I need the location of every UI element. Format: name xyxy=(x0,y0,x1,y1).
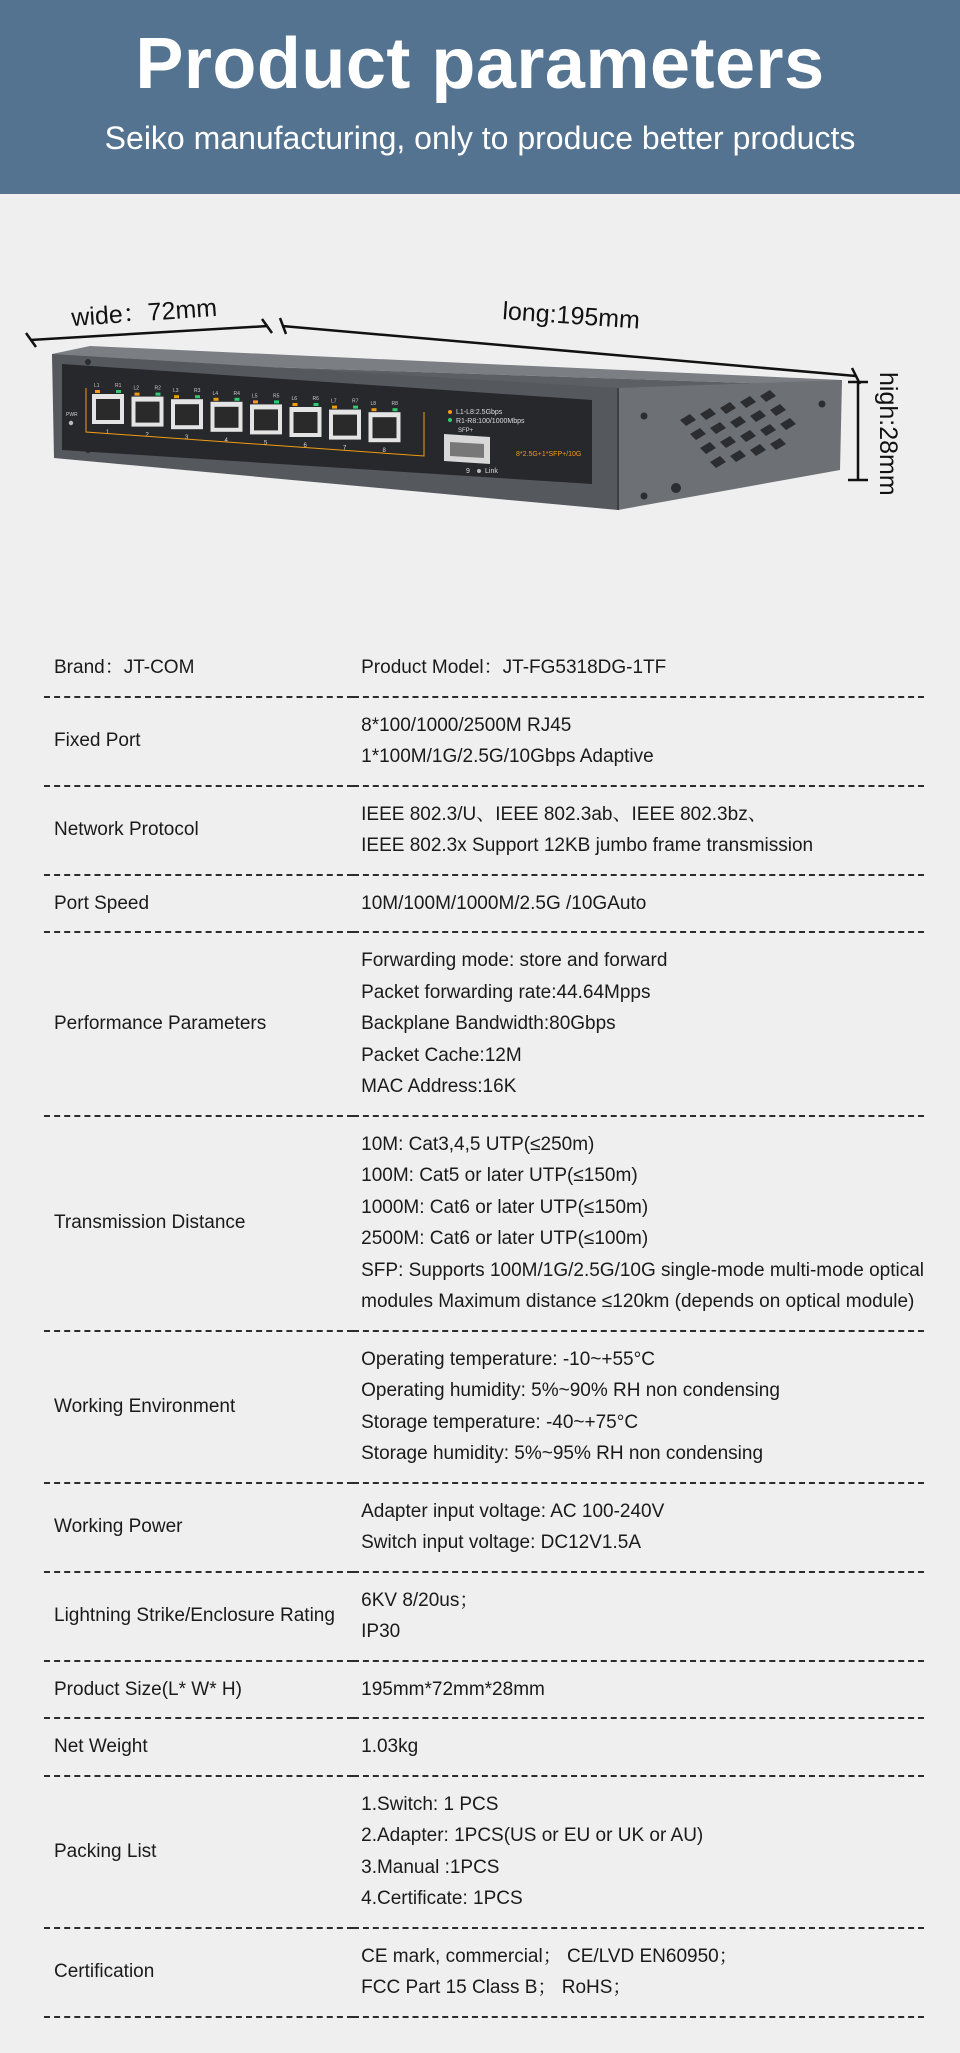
length-label: long:195mm xyxy=(501,297,641,335)
port-number: 4 xyxy=(224,437,228,444)
spec-row xyxy=(44,1331,924,1483)
port-led-label: R4 xyxy=(233,390,240,397)
spec-row xyxy=(44,1572,924,1661)
port-number: 8 xyxy=(382,448,386,455)
spec-value-line: CE mark, commercial； CE/LVD EN60950； xyxy=(361,1945,738,1967)
spec-row xyxy=(44,932,924,1116)
spec-value-line: Backplane Bandwidth:80Gbps xyxy=(361,1013,616,1034)
spec-label: Network Protocol xyxy=(44,786,353,875)
power-led xyxy=(69,421,73,425)
port-led-label: L5 xyxy=(252,393,258,400)
spec-value xyxy=(353,1331,924,1483)
spec-label: Certification xyxy=(44,1928,353,2017)
spec-value xyxy=(353,1661,924,1719)
spec-table xyxy=(44,640,924,2018)
spec-value-line: 10M: Cat3,4,5 UTP(≤250m) xyxy=(361,1133,595,1155)
spec-row xyxy=(44,1718,924,1776)
spec-label: Port Speed xyxy=(44,875,353,933)
spec-value-line: Packet Cache:12M xyxy=(361,1044,522,1066)
spec-row xyxy=(44,786,924,875)
spec-value-line: 195mm*72mm*28mm xyxy=(361,1678,545,1700)
port-led-label: R2 xyxy=(154,385,161,392)
port-number: 3 xyxy=(185,435,189,442)
spec-value-line: Operating humidity: 5%~90% RH non condensing xyxy=(361,1380,780,1401)
port-number: 2 xyxy=(145,432,149,439)
spec-value-line: 2500M: Cat6 or later UTP(≤100m) xyxy=(361,1228,649,1249)
spec-value xyxy=(353,875,924,933)
spec-value xyxy=(353,697,924,786)
spec-value-line: FCC Part 15 Class B； RoHS； xyxy=(361,1977,632,1998)
spec-value-line: 4.Certificate: 1PCS xyxy=(361,1888,523,1909)
header-banner xyxy=(0,0,960,194)
port-led-label: R6 xyxy=(312,396,319,402)
port-led-label: L1 xyxy=(94,383,100,389)
spec-value-line: 1.Switch: 1 PCS xyxy=(361,1793,499,1815)
spec-value-line: 8*100/1000/2500M RJ45 xyxy=(361,714,572,736)
spec-value-line: Storage humidity: 5%~95% RH non condensing xyxy=(361,1443,764,1464)
spec-value-line: Operating temperature: -10~+55°C xyxy=(361,1348,655,1370)
height-label: high:28mm xyxy=(874,372,902,496)
port-led-label: R5 xyxy=(273,393,280,400)
spec-value-line: Storage temperature: -40~+75°C xyxy=(361,1411,639,1433)
port-led-label: L6 xyxy=(291,396,298,402)
port-led-label: L8 xyxy=(370,401,377,408)
spec-row xyxy=(44,1928,924,2017)
product-image xyxy=(0,194,960,614)
spec-label: Brand：JT-COM xyxy=(44,640,353,697)
spec-label: Fixed Port xyxy=(44,697,353,786)
width-label: wide：72mm xyxy=(70,293,218,332)
port-number: 7 xyxy=(343,445,347,452)
spec-value-line: MAC Address:16K xyxy=(361,1076,517,1097)
spec-value-line: IP30 xyxy=(361,1621,401,1642)
spec-label: Performance Parameters xyxy=(44,932,353,1116)
spec-value-line: 2.Adapter: 1PCS(US or EU or UK or AU) xyxy=(361,1825,704,1846)
spec-row xyxy=(44,1116,924,1331)
spec-label: Lightning Strike/Enclosure Rating xyxy=(44,1572,353,1661)
spec-row xyxy=(44,1661,924,1719)
spec-row xyxy=(44,697,924,786)
page-title: Product parameters xyxy=(135,24,825,104)
port-led-label: L3 xyxy=(173,388,179,395)
spec-row xyxy=(44,640,924,697)
port-led-label: R1 xyxy=(115,383,122,389)
port-number: 1 xyxy=(106,430,110,436)
spec-value-line: 6KV 8/20us； xyxy=(361,1589,479,1611)
spec-value xyxy=(353,640,924,697)
port-led-label: R7 xyxy=(352,398,359,405)
port-led-label: R3 xyxy=(194,388,201,395)
spec-value xyxy=(353,932,924,1116)
spec-value-line: Product Model：JT-FG5318DG-1TF xyxy=(361,657,667,678)
spec-label: Working Environment xyxy=(44,1331,353,1483)
spec-row xyxy=(44,1483,924,1572)
spec-value-line: Forwarding mode: store and forward xyxy=(361,950,668,971)
port-led-label: L4 xyxy=(212,390,219,397)
port-led-label: R8 xyxy=(391,401,398,408)
spec-label: Transmission Distance xyxy=(44,1116,353,1331)
spec-value xyxy=(353,786,924,875)
spec-label: Working Power xyxy=(44,1483,353,1572)
pwr-label: PWR xyxy=(66,412,78,418)
spec-value-line: modules Maximum distance ≤120km (depends on optical module) xyxy=(361,1291,915,1312)
spec-value-line: Switch input voltage: DC12V1.5A xyxy=(361,1532,642,1553)
port-number: 6 xyxy=(303,443,307,449)
spec-value-line: Adapter input voltage: AC 100-240V xyxy=(361,1500,665,1522)
spec-row xyxy=(44,1776,924,1928)
spec-value-line: 1.03kg xyxy=(361,1736,419,1757)
spec-value-line: 10M/100M/1000M/2.5G /10GAuto xyxy=(361,892,647,914)
speed-badge: 8*2.5G+1*SFP+/10G xyxy=(516,451,582,458)
led-legend-1: L1-L8:2.5Gbps xyxy=(456,409,503,416)
port-led-label: L7 xyxy=(331,398,337,405)
spec-value-line: 100M: Cat5 or later UTP(≤150m) xyxy=(361,1165,638,1186)
spec-value-line: 1000M: Cat6 or later UTP(≤150m) xyxy=(361,1196,649,1218)
spec-value-line: 3.Manual :1PCS xyxy=(361,1856,500,1878)
switch-illustration xyxy=(0,194,960,614)
spec-value xyxy=(353,1928,924,2017)
spec-value-line: Packet forwarding rate:44.64Mpps xyxy=(361,981,651,1003)
spec-value xyxy=(353,1718,924,1776)
spec-label: Net Weight xyxy=(44,1718,353,1776)
spec-value-line: SFP: Supports 100M/1G/2.5G/10G single-mode multi-mode optical xyxy=(361,1259,924,1281)
port-number: 5 xyxy=(264,440,268,447)
spec-value xyxy=(353,1572,924,1661)
sfp-label: SFP+ xyxy=(458,428,474,434)
spec-value-line: IEEE 802.3x Support 12KB jumbo frame transmission xyxy=(361,835,814,856)
page-subtitle: Seiko manufacturing, only to produce better products xyxy=(104,120,856,156)
spec-value xyxy=(353,1776,924,1928)
spec-value xyxy=(353,1116,924,1331)
spec-label: Packing List xyxy=(44,1776,353,1928)
port-led-label: L2 xyxy=(133,385,140,392)
link-label: Link xyxy=(485,468,498,475)
spec-value xyxy=(353,1483,924,1572)
spec-row xyxy=(44,875,924,933)
spec-label: Product Size(L* W* H) xyxy=(44,1661,353,1719)
port-9-number: 9 xyxy=(466,468,470,475)
spec-value-line: IEEE 802.3/U、IEEE 802.3ab、IEEE 802.3bz、 xyxy=(361,803,767,825)
led-legend-2: R1-R8:100/1000Mbps xyxy=(456,418,525,425)
spec-value-line: 1*100M/1G/2.5G/10Gbps Adaptive xyxy=(361,746,654,767)
